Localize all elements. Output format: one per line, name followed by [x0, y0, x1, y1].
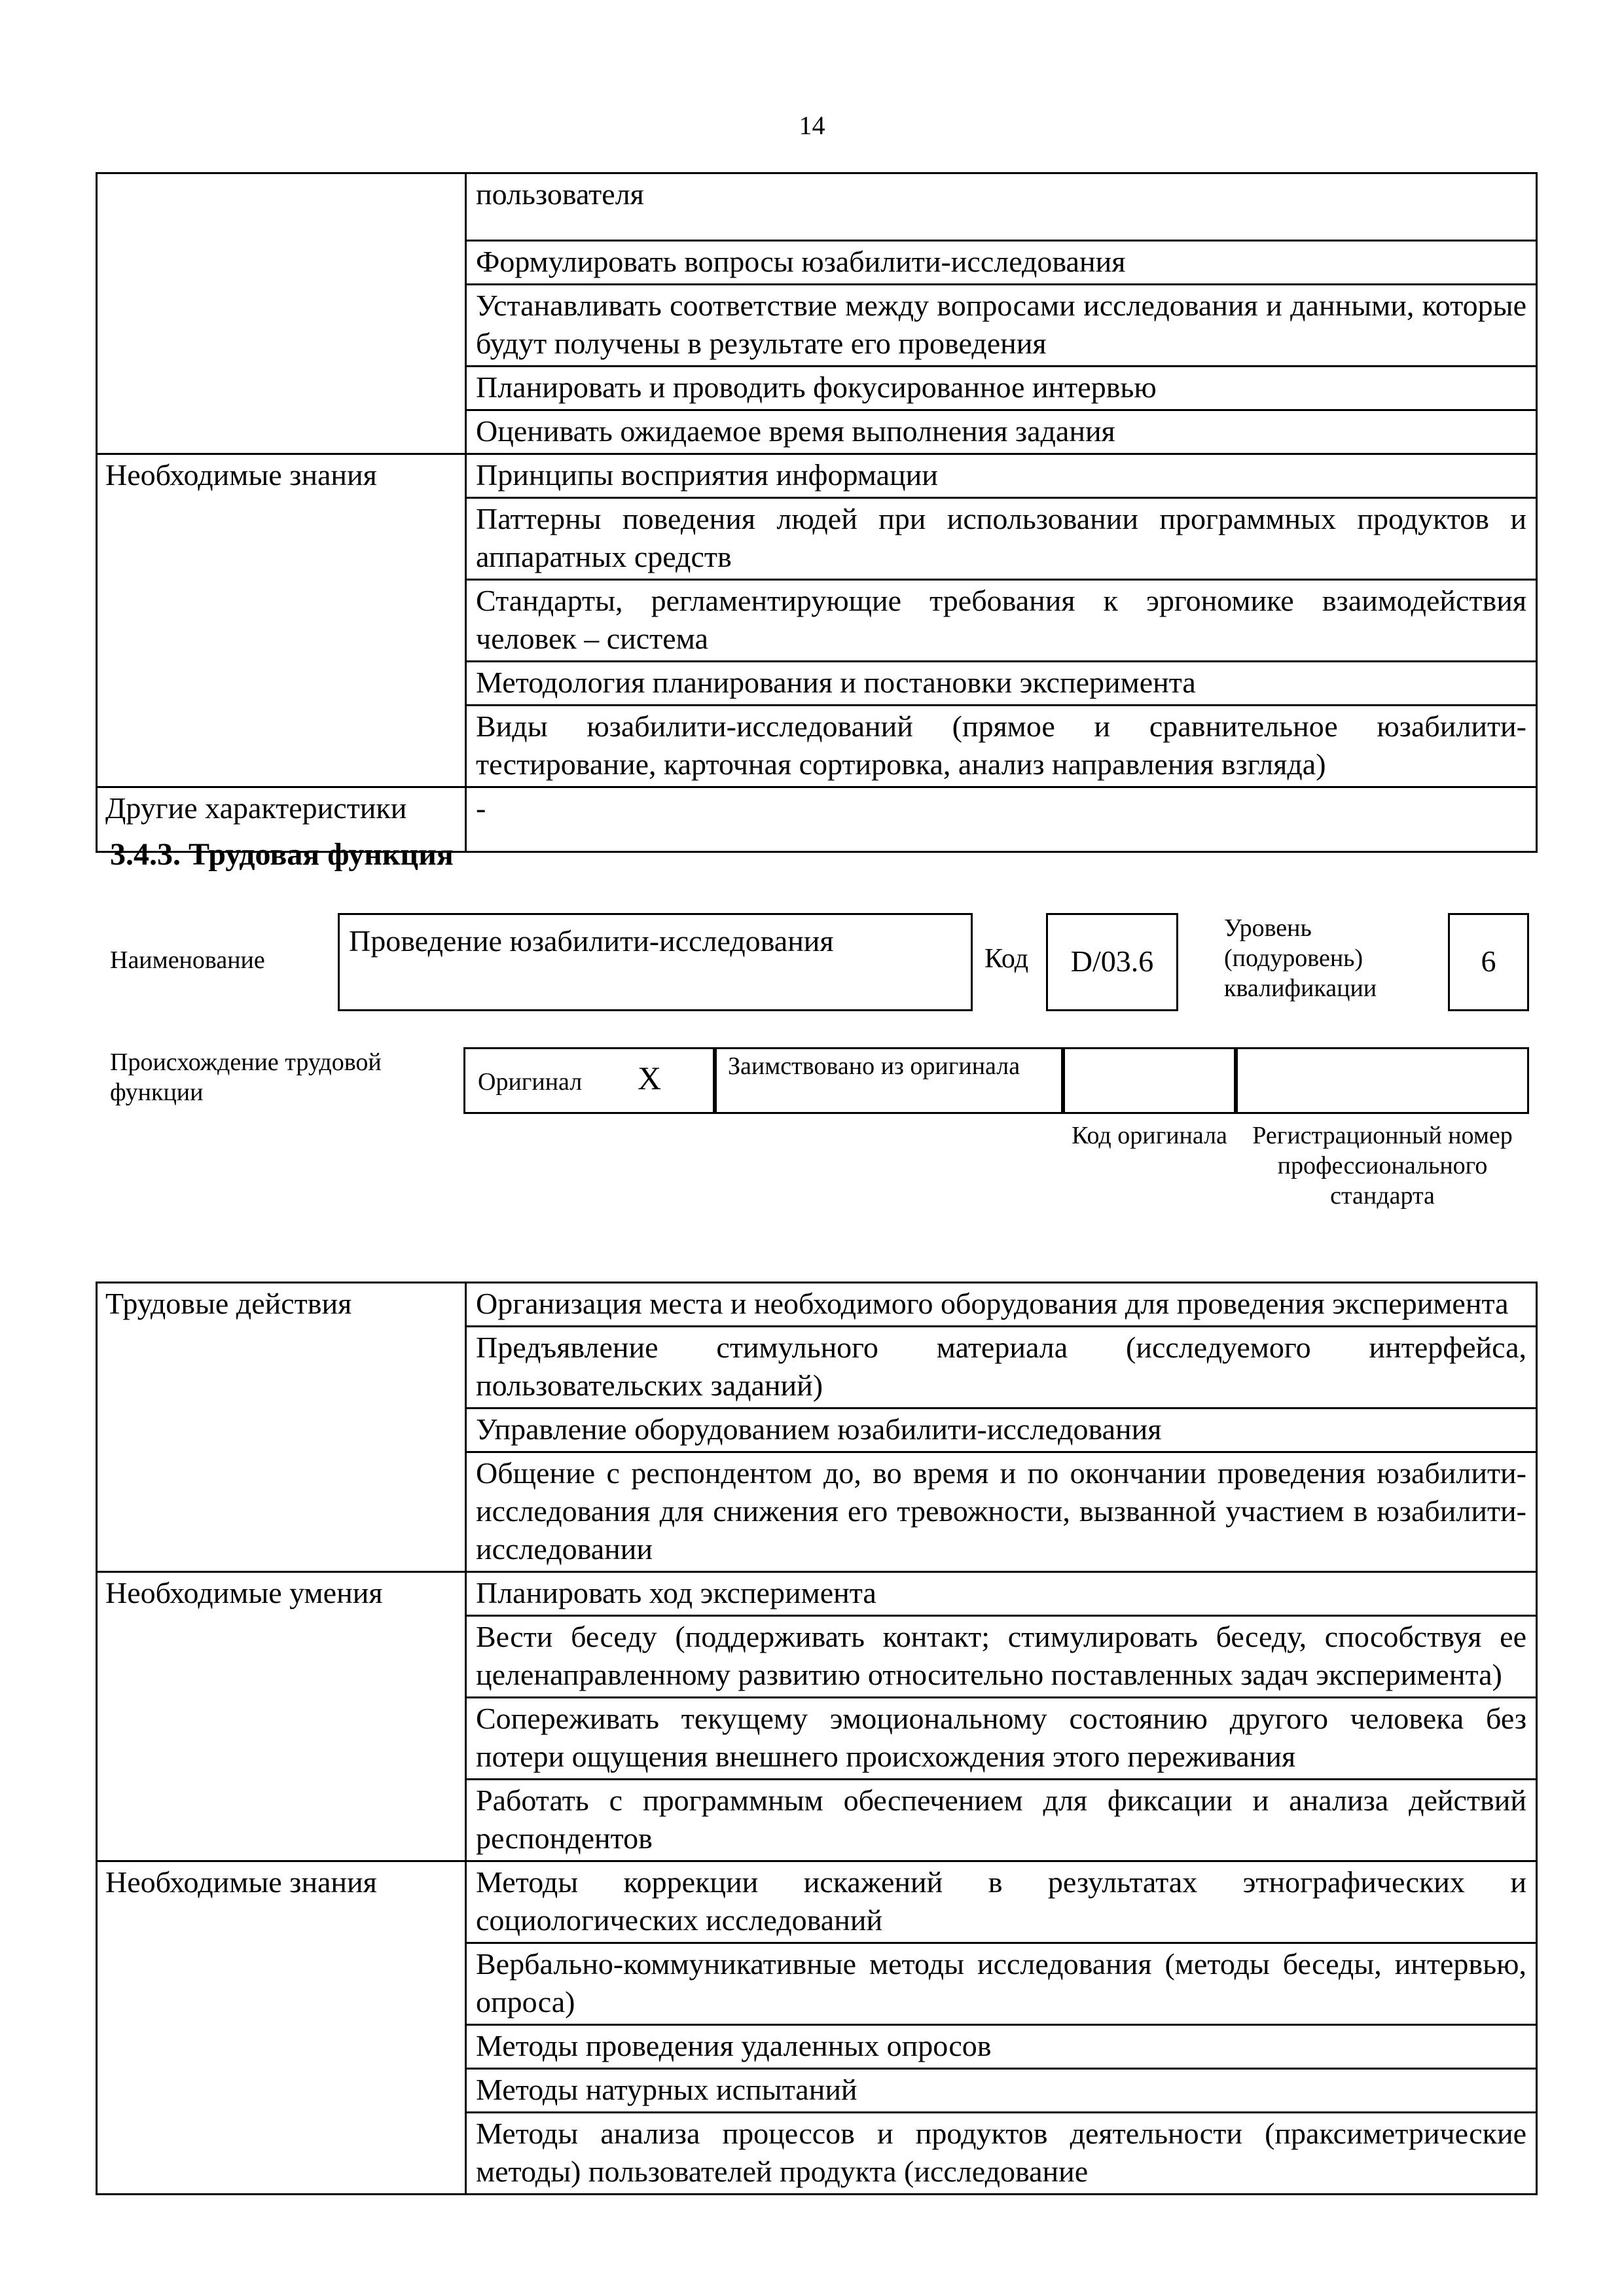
table-cell: пользователя	[466, 173, 1537, 241]
table-cell: Сопереживать текущему эмоциональному состоянию другого человека без потери ощущения внешнего происхождения этого переживания	[466, 1698, 1537, 1780]
table-cell: Предъявление стимульного материала (исследуемого интерфейса, пользовательских заданий)	[466, 1327, 1537, 1408]
table-cell: Методы проведения удаленных опросов	[466, 2025, 1537, 2069]
table-cell: Методы натурных испытаний	[466, 2069, 1537, 2113]
original-code-caption: Код оригинала	[1072, 1122, 1227, 1149]
row-label-skills: Необходимые умения	[97, 1572, 466, 1861]
skills-knowledge-table-continued	[96, 172, 1538, 853]
code-value-box: D/03.6	[1046, 913, 1178, 1011]
name-label: Наименование	[110, 946, 265, 974]
table-cell: Устанавливать соответствие между вопросами исследования и данными, которые будут получены в результате его проведения	[466, 285, 1537, 367]
code-label: Код	[984, 944, 1029, 974]
row-label-knowledge: Необходимые знания	[97, 1861, 466, 2195]
table-cell: Организация места и необходимого оборудования для проведения эксперимента	[466, 1283, 1537, 1327]
table-cell: Планировать ход эксперимента	[466, 1572, 1537, 1616]
table-row	[97, 1572, 1537, 1616]
row-label-actions: Трудовые действия	[97, 1283, 466, 1572]
table-row	[97, 1283, 1537, 1327]
origin-code-cell	[1063, 1047, 1236, 1114]
table-cell: Методы коррекции искажений в результатах этнографических и социологических исследований	[466, 1861, 1537, 1943]
table-cell: Общение с респондентом до, во время и по окончании проведения юзабилити-исследования для снижения его тревожности, вызванной участием в юзабилити-исследовании	[466, 1452, 1537, 1572]
table-cell: -	[466, 787, 1537, 852]
reg-number-caption: Регистрационный номер профессионального стандарта	[1252, 1122, 1513, 1210]
table-cell: Стандарты, регламентирующие требования к эргономике взаимодействия человек – система	[466, 580, 1537, 662]
labor-function-table	[96, 1282, 1538, 2195]
table-cell: Управление оборудованием юзабилити-исследования	[466, 1408, 1537, 1452]
table-cell: Методология планирования и постановки эксперимента	[466, 662, 1537, 706]
origin-reg-number-cell	[1236, 1047, 1529, 1114]
row-label-knowledge: Необходимые знания	[97, 454, 466, 787]
table-cell: Методы анализа процессов и продуктов деятельности (праксиметрические методы) пользователей продукта (исследование	[466, 2113, 1537, 2195]
origin-label: Происхождение трудовой функции	[110, 1049, 382, 1106]
section-heading: 3.4.3. Трудовая функция	[110, 837, 454, 872]
table-cell: Виды юзабилити-исследований (прямое и сравнительное юзабилити-тестирование, карточная сортировка, анализ направления взгляда)	[466, 706, 1537, 787]
row-label-empty	[97, 173, 466, 454]
qualification-level-box: 6	[1448, 913, 1529, 1011]
table-row	[97, 1861, 1537, 1943]
table-cell: Вербально-коммуникативные методы исследования (методы беседы, интервью, опроса)	[466, 1943, 1537, 2025]
table-cell: Оценивать ожидаемое время выполнения задания	[466, 410, 1537, 454]
name-value-box: Проведение юзабилити-исследования	[338, 913, 973, 1011]
table-cell: Планировать и проводить фокусированное интервью	[466, 367, 1537, 410]
table-row	[97, 454, 1537, 498]
original-label: Оригинал	[478, 1068, 583, 1096]
table-cell: Принципы восприятия информации	[466, 454, 1537, 498]
table-cell: Формулировать вопросы юзабилити-исследования	[466, 241, 1537, 285]
table-cell: Работать с программным обеспечением для фиксации и анализа действий респондентов	[466, 1780, 1537, 1861]
qualification-level-label: Уровень (подуровень) квалификации	[1224, 914, 1377, 1002]
table-cell: Паттерны поведения людей при использовании программных продуктов и аппаратных средств	[466, 498, 1537, 580]
row-label-other: Другие характеристики	[97, 787, 466, 852]
borrowed-label: Заимствовано из оригинала	[728, 1052, 1020, 1080]
page-number: 14	[799, 111, 825, 140]
original-mark: X	[638, 1060, 662, 1096]
table-row	[97, 173, 1537, 241]
table-cell: Вести беседу (поддерживать контакт; стимулировать беседу, способствуя ее целенаправленному развитию относительно поставленных задач эксперимента)	[466, 1616, 1537, 1698]
